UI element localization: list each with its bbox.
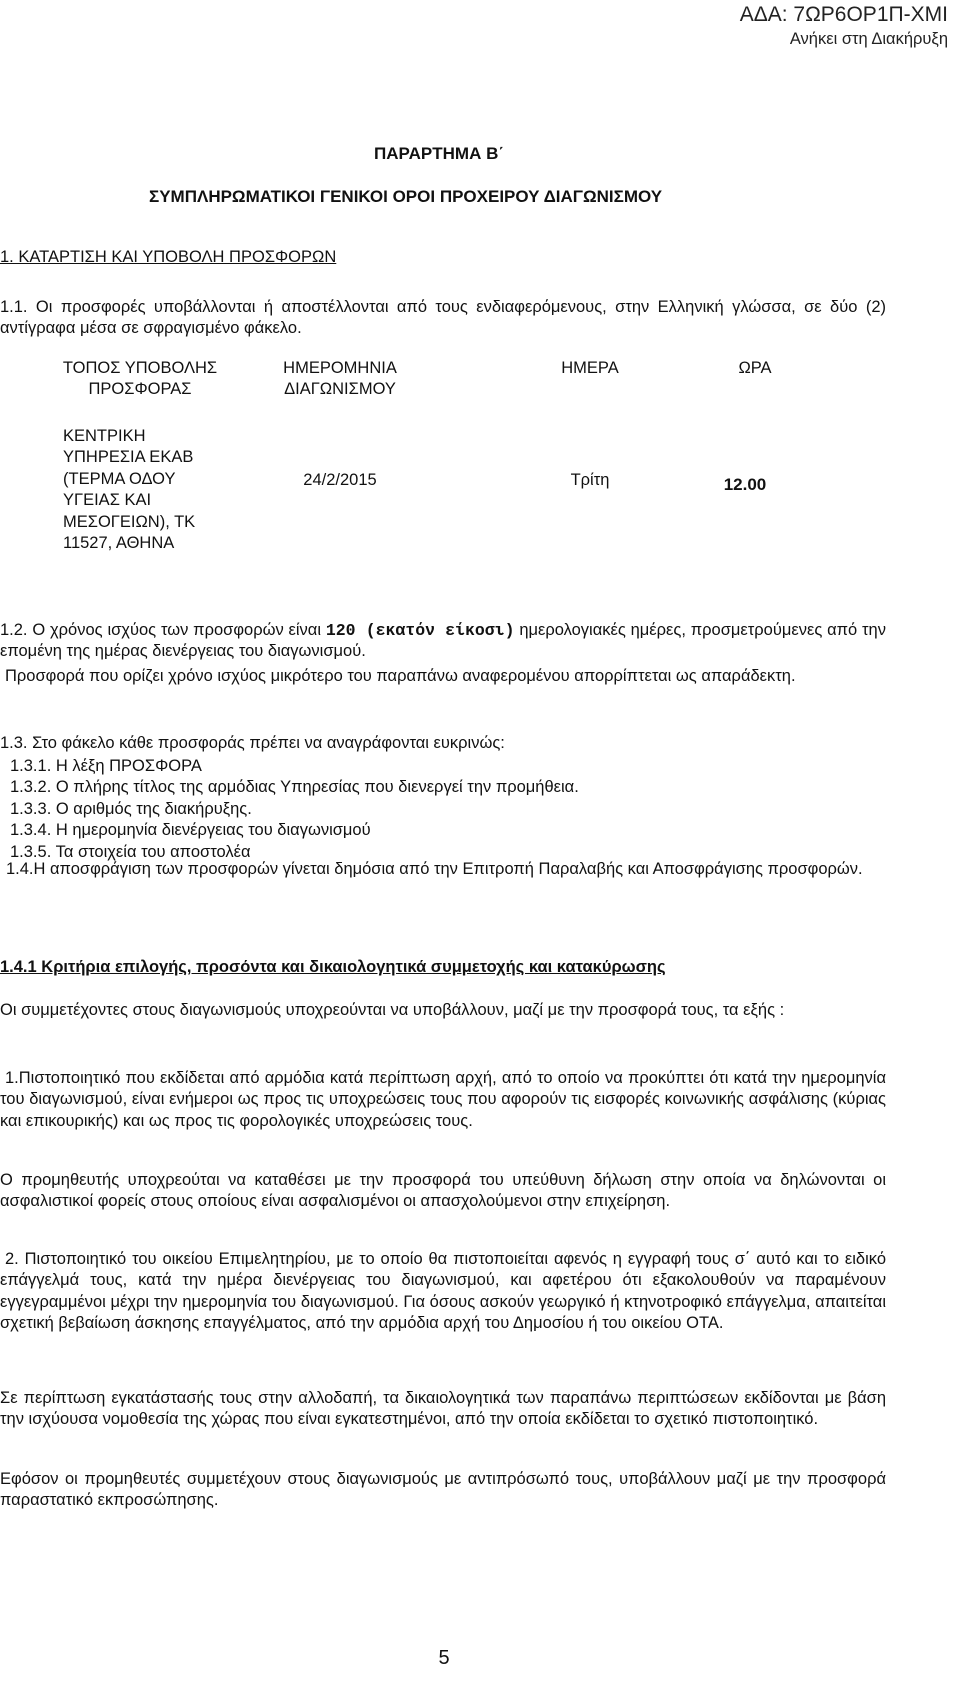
validity-period: 120 (εκατόν είκοσι) [325,621,515,640]
belongs-to-label: Ανήκει στη Διακήρυξη [789,30,948,49]
list-item: 1.3.3. Ο αριθμός της διακήρυξης. [10,799,252,818]
table-cell-time: 12.00 [723,475,767,494]
page-number: 5 [438,1647,450,1669]
paragraph-1-1: 1.1. Οι προσφορές υποβάλλονται ή αποστέλλονται από τους ενδιαφερόμενους, στην Ελληνική γλώσσα, σε δύο (2) αντίγραφα μέσα σε σφραγισμένο φάκελο. [0,298,886,338]
paragraph-1-4: 1.4.Η αποσφράγιση των προσφορών γίνεται δημόσια από την Επιτροπή Παραλαβής και Αποσφράγισης προσφορών. [6,860,863,878]
document-subtitle: ΣΥΜΠΛΗΡΩΜΑΤΙΚΟΙ ΓΕΝΙΚΟΙ ΟΡΟΙ ΠΡΟΧΕΙΡΟΥ ΔΙΑΓΩΝΙΣΜΟΥ [149,187,663,206]
list-item: 1.3.1. Η λέξη ΠΡΟΣΦΟΡΑ [10,757,202,775]
paragraph-1-3-title: 1.3. Στο φάκελο κάθε προσφοράς πρέπει να αναγράφονται ευκρινώς: [0,734,505,752]
paragraph-abroad: Σε περίπτωση εγκατάστασής τους στην αλλοδαπή, τα δικαιολογητικά των παραπάνω περιπτώσεων εκδίδονται με βάση την ισχύουσα νομοθεσία της χώρας που είναι εγκατεστημένοι, από την οποία εκδίδεται το σχετικό πιστοποιητικό. [0,1389,886,1429]
paragraph-participants: Οι συμμετέχοντες στους διαγωνισμούς υποχρεούνται να υποβάλλουν, μαζί με την προσφορά τους, τα εξής : [0,1001,785,1019]
list-item: 1.3.2. Ο πλήρης τίτλος της αρμόδιας Υπηρεσίας που διενεργεί την προμήθεια. [10,778,579,797]
requirement-item-2: 2. Πιστοποιητικό του οικείου Επιμελητηρίου, με το οποίο θα πιστοποιείται αφενός η εγγραφή τους σ΄ αυτό και το ειδικό επάγγελμά τους, κατά την ημέρα διενέργειας του διαγωνισμού, και αφετέρου ότι εξακολουθούν να παραμένουν εγγεγραμμένοι μέχρι την ημερομηνία του διαγωνισμού. Για όσους ασκούν γεωργικό ή κτηνοτροφικό επάγγελμα, απαιτείται σχετική βεβαίωση άσκησης επαγγέλματος, από την αρμόδια αρχή του Δημοσίου ή του οικείου ΟΤΑ. [0,1250,886,1333]
paragraph-1-4-1-title: 1.4.1 Κριτήρια επιλογής, προσόντα και δικαιολογητικά συμμετοχής και κατακύρωσης [0,958,666,976]
section-1-title: 1. ΚΑΤΑΡΤΙΣΗ ΚΑΙ ΥΠΟΒΟΛΗ ΠΡΟΣΦΟΡΩΝ [0,248,337,266]
list-item: 1.3.4. Η ημερομηνία διενέργειας του διαγωνισμού [10,821,371,840]
appendix-title: ΠΑΡΑΡΤΗΜΑ Β΄ [374,144,505,163]
list-item: 1.3.5. Τα στοιχεία του αποστολέα [10,842,251,861]
document-header [740,2,948,51]
paragraph-1-2-lead: 1.2. Ο χρόνος ισχύος των προσφορών είναι [0,621,326,639]
requirement-item-1-declaration: Ο προμηθευτής υποχρεούται να καταθέσει με την προσφορά του υπεύθυνη δήλωση στην οποία να δηλώνονται οι ασφαλιστικοί φορείς στους οποίους είναι ασφαλισμένοι οι απασχολούμενοι στην επιχείρηση. [0,1171,886,1211]
paragraph-1-2-rest: ημερολογιακές ημέρες, προσμετρούμενες από την επομένη της ημέρας διενέργειας του διαγωνισμού. [0,621,886,661]
paragraph-1-2-second: Προσφορά που ορίζει χρόνο ισχύος μικρότερο του παραπάνω αναφερομένου απορρίπτεται ως απαράδεκτη. [5,667,796,685]
paragraph-representation: Εφόσον οι προμηθευτές συμμετέχουν στους διαγωνισμούς με αντιπρόσωπό τους, υποβάλλουν μαζί με την προσφορά παραστατικό εκπροσώπησης. [0,1470,886,1510]
table-header-day: ΗΜΕΡΑ [561,359,619,377]
paragraph-1-2 [0,620,886,663]
ada-code: ΑΔΑ: 7ΩΡ6ΟΡ1Π-ΧΜΙ [739,3,948,26]
table-header-date: ΗΜΕΡΟΜΗΝΙΑ ΔΙΑΓΩΝΙΣΜΟΥ [283,359,397,399]
requirement-item-1: 1.Πιστοποιητικό που εκδίδεται από αρμόδια κατά περίπτωση αρχή, από το οποίο να προκύπτει ότι κατά την ημερομηνία του διαγωνισμού, είναι ενήμεροι ως προς τις υποχρεώσεις τους που αφορούν τις εισφορές κοινωνικής ασφάλισης (κύριας και επικουρικής) και ως προς τις φορολογικές υποχρεώσεις τους. [0,1069,886,1130]
table-cell-place: ΚΕΝΤΡΙΚΗ ΥΠΗΡΕΣΙΑ ΕΚΑΒ (ΤΕΡΜΑ ΟΔΟΥ ΥΓΕΙΑΣ ΚΑΙ ΜΕΣΟΓΕΙΩΝ), ΤΚ 11527, ΑΘΗΝΑ [63,427,196,553]
table-header-place: ΤΟΠΟΣ ΥΠΟΒΟΛΗΣ ΠΡΟΣΦΟΡΑΣ [62,359,218,399]
paragraph-1-3-list [10,756,579,863]
table-cell-date: 24/2/2015 [303,471,377,489]
table-header-time: ΩΡΑ [738,359,772,377]
table-cell-day: Τρίτη [570,471,610,489]
